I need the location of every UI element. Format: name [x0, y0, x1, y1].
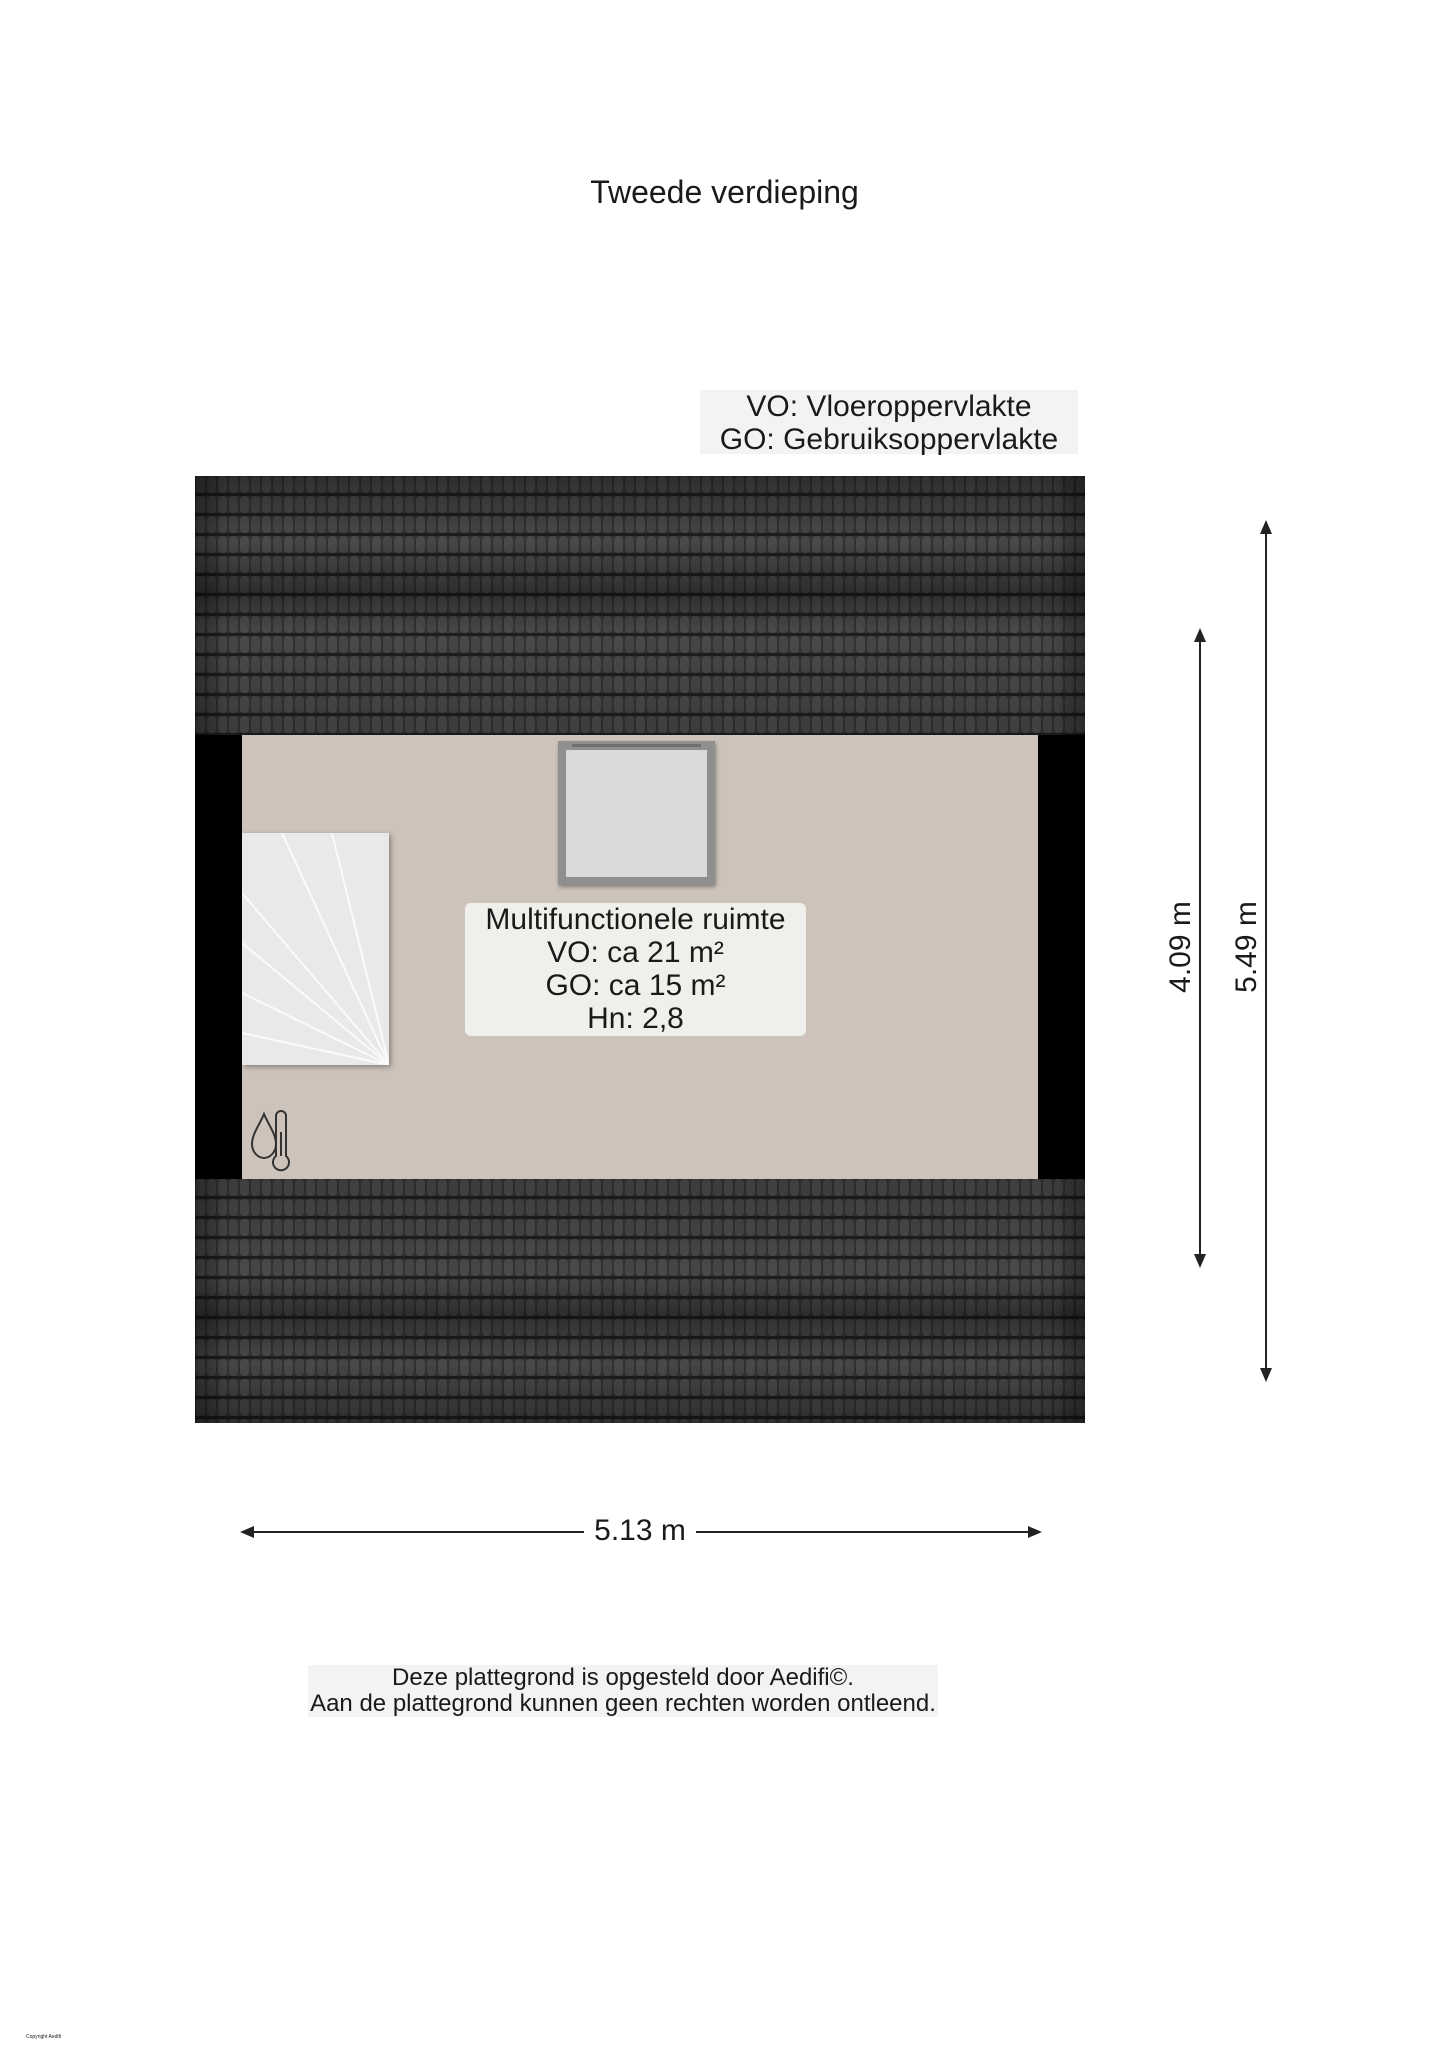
disclaimer-line1: Deze plattegrond is opgesteld door Aedifi©.: [392, 1664, 854, 1691]
legend-vo: VO: Vloeroppervlakte: [746, 390, 1032, 423]
room-vo: VO: ca 21 m²: [547, 936, 724, 969]
skylight-glass: [566, 750, 707, 877]
wall-left: [195, 735, 242, 1179]
dimension-inner-depth-label: 4.09 m: [1164, 893, 1198, 1001]
wall-right: [1038, 735, 1085, 1179]
roof-top: [195, 476, 1085, 735]
room-go: GO: ca 15 m²: [545, 969, 726, 1002]
copyright: Copyright Aedifi: [26, 2034, 62, 2040]
roof-bottom: [195, 1179, 1085, 1423]
room-name: Multifunctionele ruimte: [485, 903, 786, 936]
room-label: [465, 903, 806, 1036]
skylight-frame: [572, 744, 701, 747]
disclaimer: [308, 1665, 938, 1717]
stairs-pattern: [242, 833, 389, 1065]
disclaimer-line2: Aan de plattegrond kunnen geen rechten worden ontleend.: [310, 1690, 936, 1717]
stairs-opening: [242, 833, 389, 1065]
room-height: Hn: 2,8: [587, 1002, 684, 1035]
dimension-outer-depth-label: 5.49 m: [1230, 893, 1264, 1001]
heating-icon: [250, 1110, 298, 1176]
legend-go: GO: Gebruiksoppervlakte: [719, 423, 1059, 456]
skylight: [558, 741, 715, 885]
dimension-width-label: 5.13 m: [584, 1514, 696, 1548]
page-title: Tweede verdieping: [590, 174, 859, 210]
legend: [700, 390, 1078, 454]
